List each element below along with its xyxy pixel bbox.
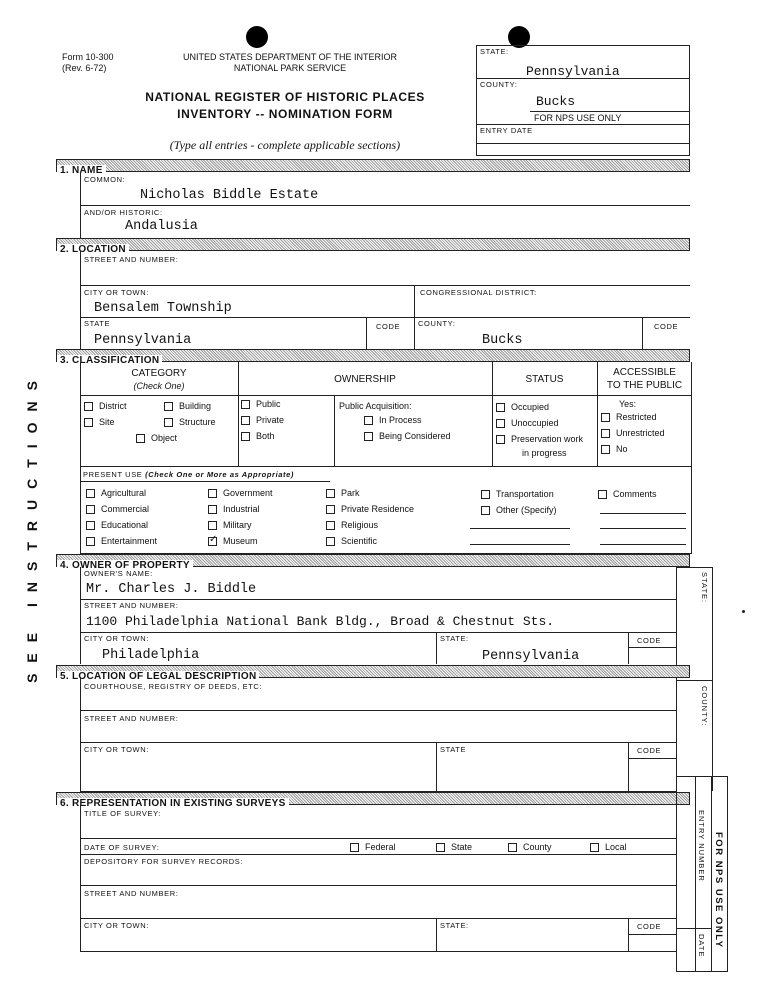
nps-use-only-side: FOR NPS USE ONLY — [713, 832, 724, 949]
use-museum[interactable]: ✓ Museum — [209, 533, 258, 546]
location-street-label: STREET AND NUMBER: — [84, 255, 179, 264]
status-header: STATUS — [525, 374, 564, 385]
owner-street-label: STREET AND NUMBER: — [84, 601, 179, 610]
department-line: UNITED STATES DEPARTMENT OF THE INTERIOR — [182, 52, 398, 62]
survey-state[interactable]: State — [436, 842, 472, 852]
use-military[interactable]: Military — [208, 520, 252, 530]
category-object[interactable]: Object — [136, 433, 177, 443]
section-3-title: 3. CLASSIFICATION — [57, 355, 162, 366]
side-state-label: STATE: — [700, 572, 709, 604]
owner-state-label: STATE: — [440, 634, 469, 643]
punch-hole-left — [246, 26, 268, 48]
nps-entry-date-label: ENTRY DATE — [480, 126, 533, 135]
survey-code-label: CODE — [637, 922, 662, 931]
form-revision: (Rev. 6-72) — [62, 63, 107, 73]
category-subheader: (Check One) — [133, 381, 185, 391]
survey-state-label: STATE: — [440, 921, 469, 930]
nps-use-only: FOR NPS USE ONLY — [534, 113, 622, 123]
status-occupied[interactable]: Occupied — [496, 402, 549, 412]
nps-use-box — [476, 45, 690, 156]
use-entertainment[interactable]: Entertainment — [86, 536, 157, 546]
owner-code-label: CODE — [637, 636, 662, 645]
access-header: ACCESSIBLE — [613, 367, 676, 378]
historic-name[interactable]: Andalusia — [125, 219, 198, 234]
form-title-line2: INVENTORY -- NOMINATION FORM — [177, 107, 393, 121]
use-commercial[interactable]: Commercial — [86, 504, 149, 514]
historic-label: AND/OR HISTORIC: — [84, 208, 163, 217]
status-in-progress: in progress — [522, 448, 567, 458]
stray-dot — [742, 610, 745, 613]
see-instructions: SEE INSTRUCTIONS — [24, 370, 40, 683]
location-county-label: COUNTY: — [418, 319, 456, 328]
use-other[interactable]: Other (Specify) — [481, 505, 557, 515]
location-state-value[interactable]: Pennsylvania — [94, 333, 192, 348]
location-code2-label: CODE — [654, 322, 679, 331]
survey-date-label: DATE OF SURVEY: — [84, 843, 160, 852]
nps-county-value: Bucks — [536, 94, 576, 109]
legal-city-label: CITY OR TOWN: — [84, 745, 149, 754]
owner-name[interactable]: Mr. Charles J. Biddle — [86, 582, 257, 597]
legal-state-label: STATE — [440, 745, 467, 754]
use-private-residence[interactable]: Private Residence — [326, 504, 414, 514]
congressional-district-label: CONGRESSIONAL DISTRICT: — [420, 288, 537, 297]
survey-local[interactable]: Local — [590, 842, 627, 852]
ownership-public[interactable]: Public — [241, 399, 281, 409]
survey-street-label: STREET AND NUMBER: — [84, 889, 179, 898]
use-scientific[interactable]: Scientific — [326, 536, 377, 546]
category-header: CATEGORY — [131, 368, 187, 379]
owner-state[interactable]: Pennsylvania — [482, 649, 580, 664]
access-yes-label: Yes: — [619, 399, 637, 409]
ownership-private[interactable]: Private — [241, 415, 284, 425]
category-structure[interactable]: Structure — [164, 417, 216, 427]
use-government[interactable]: Government — [208, 488, 273, 498]
owner-street[interactable]: 1100 Philadelphia National Bank Bldg., Broad & Chestnut Sts. — [86, 614, 555, 629]
location-code-label: CODE — [376, 322, 401, 331]
nps-state-label: STATE: — [480, 47, 509, 56]
status-unoccupied[interactable]: Unoccupied — [496, 418, 559, 428]
ownership-both[interactable]: Both — [241, 431, 275, 441]
legal-street-label: STREET AND NUMBER: — [84, 714, 179, 723]
courthouse-label: COURTHOUSE, REGISTRY OF DEEDS, ETC: — [84, 682, 263, 691]
nps-date-label: DATE — [697, 934, 706, 958]
acquisition-in-process[interactable]: In Process — [364, 415, 422, 425]
section-5-header — [56, 665, 690, 682]
section-1-header — [56, 159, 690, 176]
section-2-title: 2. LOCATION — [57, 244, 129, 255]
owner-name-label: OWNER'S NAME: — [84, 569, 153, 578]
category-district[interactable]: District — [84, 401, 127, 411]
access-unrestricted[interactable]: Unrestricted — [601, 428, 665, 438]
common-label: COMMON: — [84, 175, 126, 184]
owner-city-label: CITY OR TOWN: — [84, 634, 149, 643]
form-instructions: (Type all entries - complete applicable sections) — [169, 138, 401, 152]
legal-code-label: CODE — [637, 746, 662, 755]
survey-title-label: TITLE OF SURVEY: — [84, 809, 161, 818]
survey-county[interactable]: County — [508, 842, 552, 852]
use-agricultural[interactable]: Agricultural — [86, 488, 146, 498]
use-comments[interactable]: Comments — [598, 489, 657, 499]
location-county-value[interactable]: Bucks — [482, 333, 523, 348]
section-3-header — [56, 349, 690, 366]
section-4-title: 4. OWNER OF PROPERTY — [57, 560, 193, 571]
entry-number-label: ENTRY NUMBER — [697, 810, 706, 882]
section-6-header — [56, 792, 690, 809]
section-1-title: 1. NAME — [57, 165, 106, 176]
acquisition-being-considered[interactable]: Being Considered — [364, 431, 451, 441]
nps-county-label: COUNTY: — [480, 80, 518, 89]
access-no[interactable]: No — [601, 444, 628, 454]
category-site[interactable]: Site — [84, 417, 115, 427]
side-county-label: COUNTY: — [700, 686, 709, 727]
common-name[interactable]: Nicholas Biddle Estate — [140, 188, 319, 203]
form-title-line1: NATIONAL REGISTER OF HISTORIC PLACES — [145, 90, 425, 104]
nps-state-value: Pennsylvania — [526, 64, 620, 79]
location-city-label: CITY OR TOWN: — [84, 288, 149, 297]
owner-city[interactable]: Philadelphia — [102, 648, 200, 663]
location-city-value[interactable]: Bensalem Township — [94, 301, 232, 316]
depository-label: DEPOSITORY FOR SURVEY RECORDS: — [84, 857, 244, 866]
access-subheader: TO THE PUBLIC — [606, 380, 683, 391]
present-use-label: PRESENT USE (Check One or More as Appropriate) — [83, 470, 294, 479]
use-educational[interactable]: Educational — [86, 520, 148, 530]
use-industrial[interactable]: Industrial — [208, 504, 260, 514]
museum-check-mark: ✓ — [209, 533, 218, 545]
form-number: Form 10-300 — [62, 52, 114, 62]
agency-line: NATIONAL PARK SERVICE — [233, 63, 347, 73]
section-6-title: 6. REPRESENTATION IN EXISTING SURVEYS — [57, 798, 289, 809]
section-4-header — [56, 554, 690, 571]
ownership-header: OWNERSHIP — [334, 374, 396, 385]
use-religious[interactable]: Religious — [326, 520, 378, 530]
section-5-title: 5. LOCATION OF LEGAL DESCRIPTION — [57, 671, 259, 682]
use-park[interactable]: Park — [326, 488, 360, 498]
use-transportation[interactable]: Transportation — [481, 489, 554, 499]
status-preservation[interactable]: Preservation work — [496, 434, 583, 444]
survey-city-label: CITY OR TOWN: — [84, 921, 149, 930]
category-building[interactable]: Building — [164, 401, 211, 411]
public-acquisition-label: Public Acquisition: — [339, 401, 412, 411]
section-2-header — [56, 238, 690, 255]
location-state-label: STATE — [84, 319, 111, 328]
survey-federal[interactable]: Federal — [350, 842, 396, 852]
access-restricted[interactable]: Restricted — [601, 412, 657, 422]
